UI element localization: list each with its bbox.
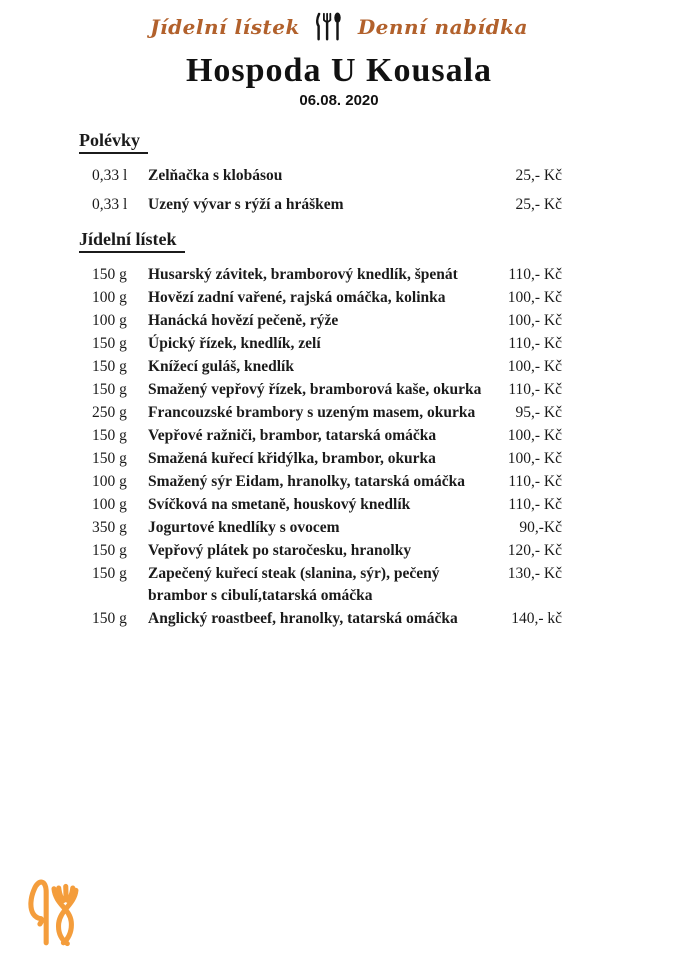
item-price: 120,- Kč [507, 542, 562, 559]
item-price: 25,- Kč [515, 196, 562, 213]
item-name: Smažený sýr Eidam, hranolky, tatarská omáčka [148, 473, 466, 490]
item-quantity: 150 g [92, 358, 127, 375]
menu-item-row [92, 356, 562, 378]
item-quantity: 150 g [92, 381, 127, 398]
item-quantity: 250 g [92, 404, 127, 421]
brand-header [0, 0, 678, 43]
menu-item-row [92, 379, 562, 401]
page-title: Hospoda U Kousala [185, 52, 493, 89]
item-price: 100,- Kč [507, 289, 562, 306]
menu-item-row [92, 471, 562, 493]
menu-item-row [92, 333, 562, 355]
item-price: 110,- Kč [508, 473, 562, 490]
menu-item-row [92, 287, 562, 309]
brand-right-script: Denní nabídka [357, 15, 528, 39]
item-name: Francouzské brambory s uzeným masem, okurka [148, 404, 476, 421]
menu-item-row [92, 494, 562, 516]
item-price: 100,- Kč [507, 358, 562, 375]
item-name: Anglický roastbeef, hranolky, tatarská omáčka [148, 610, 458, 627]
item-name: Úpický řízek, knedlík, zelí [148, 335, 321, 352]
menu-item-row [92, 608, 562, 630]
menu-item-row [92, 310, 562, 332]
item-quantity: 150 g [92, 542, 127, 559]
item-quantity: 150 g [92, 450, 127, 467]
item-quantity: 100 g [92, 312, 127, 329]
item-quantity: 100 g [92, 289, 127, 306]
soup-list [92, 165, 562, 216]
item-name: Zapečený kuřecí steak (slanina, sýr), pečený brambor s cibulí,tatarská omáčka [148, 565, 440, 604]
item-name: Jogurtové knedlíky s ovocem [148, 519, 340, 536]
item-name: Hanácká hovězí pečeně, rýže [148, 312, 339, 329]
item-price: 100,- Kč [507, 427, 562, 444]
menu-item-row [92, 540, 562, 562]
item-quantity: 0,33 l [92, 167, 128, 184]
item-price: 100,- Kč [507, 312, 562, 329]
item-price: 130,- Kč [507, 565, 562, 582]
item-name: Vepřové ražniči, brambor, tatarská omáčka [148, 427, 437, 444]
item-price: 110,- Kč [508, 335, 562, 352]
item-quantity: 350 g [92, 519, 127, 536]
menu-body [79, 130, 562, 630]
item-quantity: 100 g [92, 473, 127, 490]
item-name: Svíčková na smetaně, houskový knedlík [148, 496, 411, 513]
item-quantity: 150 g [92, 427, 127, 444]
item-name: Zelňačka s klobásou [148, 167, 283, 184]
item-price: 100,- Kč [507, 450, 562, 467]
menu-item-row [92, 517, 562, 539]
item-quantity: 0,33 l [92, 196, 128, 213]
brand-left-script: Jídelní lístek [150, 15, 300, 39]
menu-item-row [92, 448, 562, 470]
item-price: 110,- Kč [508, 496, 562, 513]
menu-date: 06.08. 2020 [299, 92, 379, 109]
item-quantity: 150 g [92, 565, 127, 582]
item-price: 140,- kč [511, 610, 562, 627]
item-price: 110,- Kč [508, 381, 562, 398]
item-name: Hovězí zadní vařené, rajská omáčka, kolinka [148, 289, 446, 306]
item-quantity: 150 g [92, 610, 127, 627]
item-quantity: 150 g [92, 335, 127, 352]
menu-item-row [92, 402, 562, 424]
item-price: 90,-Kč [519, 519, 562, 536]
menu-item-row [92, 165, 562, 187]
item-name: Smažená kuřecí křidýlka, brambor, okurka [148, 450, 436, 467]
item-price: 95,- Kč [515, 404, 562, 421]
item-quantity: 150 g [92, 266, 127, 283]
item-name: Smažený vepřový řízek, bramborová kaše, okurka [148, 381, 482, 398]
item-name: Husarský závitek, bramborový knedlík, špenát [148, 266, 458, 283]
item-name: Knížecí guláš, knedlík [148, 358, 294, 375]
menu-item-row [92, 194, 562, 216]
fork-knife-spoon-icon [312, 11, 346, 43]
menu-item-row [92, 563, 562, 607]
main-dish-list [92, 264, 562, 630]
section-heading-soups: Polévky [79, 130, 562, 154]
item-name: Uzený vývar s rýží a hráškem [148, 196, 344, 213]
item-price: 25,- Kč [515, 167, 562, 184]
section-heading-mains: Jídelní lístek [79, 229, 562, 253]
menu-item-row [92, 264, 562, 286]
item-name: Vepřový plátek po staročesku, hranolky [148, 542, 412, 559]
item-quantity: 100 g [92, 496, 127, 513]
item-price: 110,- Kč [508, 266, 562, 283]
menu-item-row [92, 425, 562, 447]
fork-knife-logo-icon [18, 862, 90, 950]
